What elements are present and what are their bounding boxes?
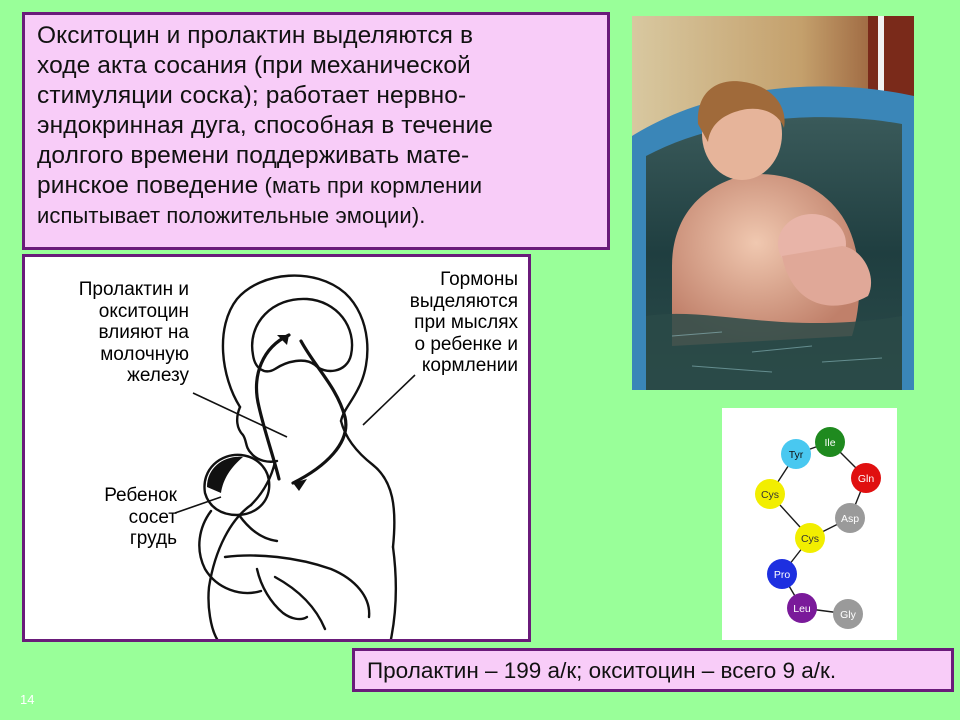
svg-text:Tyr: Tyr: [788, 449, 804, 461]
text-line: ходе акта сосания (при механической: [37, 52, 471, 79]
slide-number: 14: [20, 692, 35, 707]
svg-text:Ile: Ile: [824, 437, 836, 449]
svg-text:Gly: Gly: [840, 609, 856, 621]
photo-illustration: [632, 16, 914, 390]
residue-pro: [767, 559, 797, 589]
text-line: стимуляции соска); работает нервно-: [37, 82, 467, 109]
residue-cys-1: [755, 479, 785, 509]
text-line-aside: (мать при кормлении: [258, 173, 483, 198]
breastfeeding-diagram: [22, 254, 531, 642]
text-line: долгого времени поддерживать мате-: [37, 142, 470, 169]
text-line: эндокринная дуга, способная в течение: [37, 112, 493, 139]
text-line: Окситоцин и пролактин выделяются в: [37, 22, 474, 49]
residue-leu: [787, 593, 817, 623]
description-textbox: [22, 12, 610, 250]
svg-text:Cys: Cys: [760, 489, 780, 501]
svg-text:Pro: Pro: [773, 569, 791, 581]
residue-gln: [851, 463, 881, 493]
label-hormones-released: Гормоны выделяются при мыслях о ребенке и кормлении: [409, 269, 518, 376]
text-line: [37, 171, 595, 201]
residue-asp: [835, 503, 865, 533]
residue-tyr: [781, 439, 811, 469]
residue-cys-2: [795, 523, 825, 553]
text-line-main: ринское поведение: [37, 172, 259, 199]
amino-acid-count-textbox: Пролактин – 199 а/к; окситоцин – всего 9 а/к.: [352, 648, 954, 692]
label-baby-suckles: Ребенок сосет грудь: [104, 485, 177, 549]
svg-text:Asp: Asp: [840, 513, 860, 525]
svg-text:Gln: Gln: [857, 473, 875, 485]
text-line: испытывает положительные эмоции).: [37, 203, 426, 228]
residue-gly: [833, 599, 863, 629]
label-prolactin-oxytocin-effect: Пролактин и окситоцин влияют на молочную железу: [78, 279, 189, 386]
svg-text:Cys: Cys: [800, 533, 820, 545]
oxytocin-structure-diagram: [722, 408, 897, 640]
breastfeeding-photo: [632, 16, 914, 390]
baby-hair: [207, 457, 243, 493]
residue-ile: [815, 427, 845, 457]
svg-text:Leu: Leu: [793, 603, 811, 615]
